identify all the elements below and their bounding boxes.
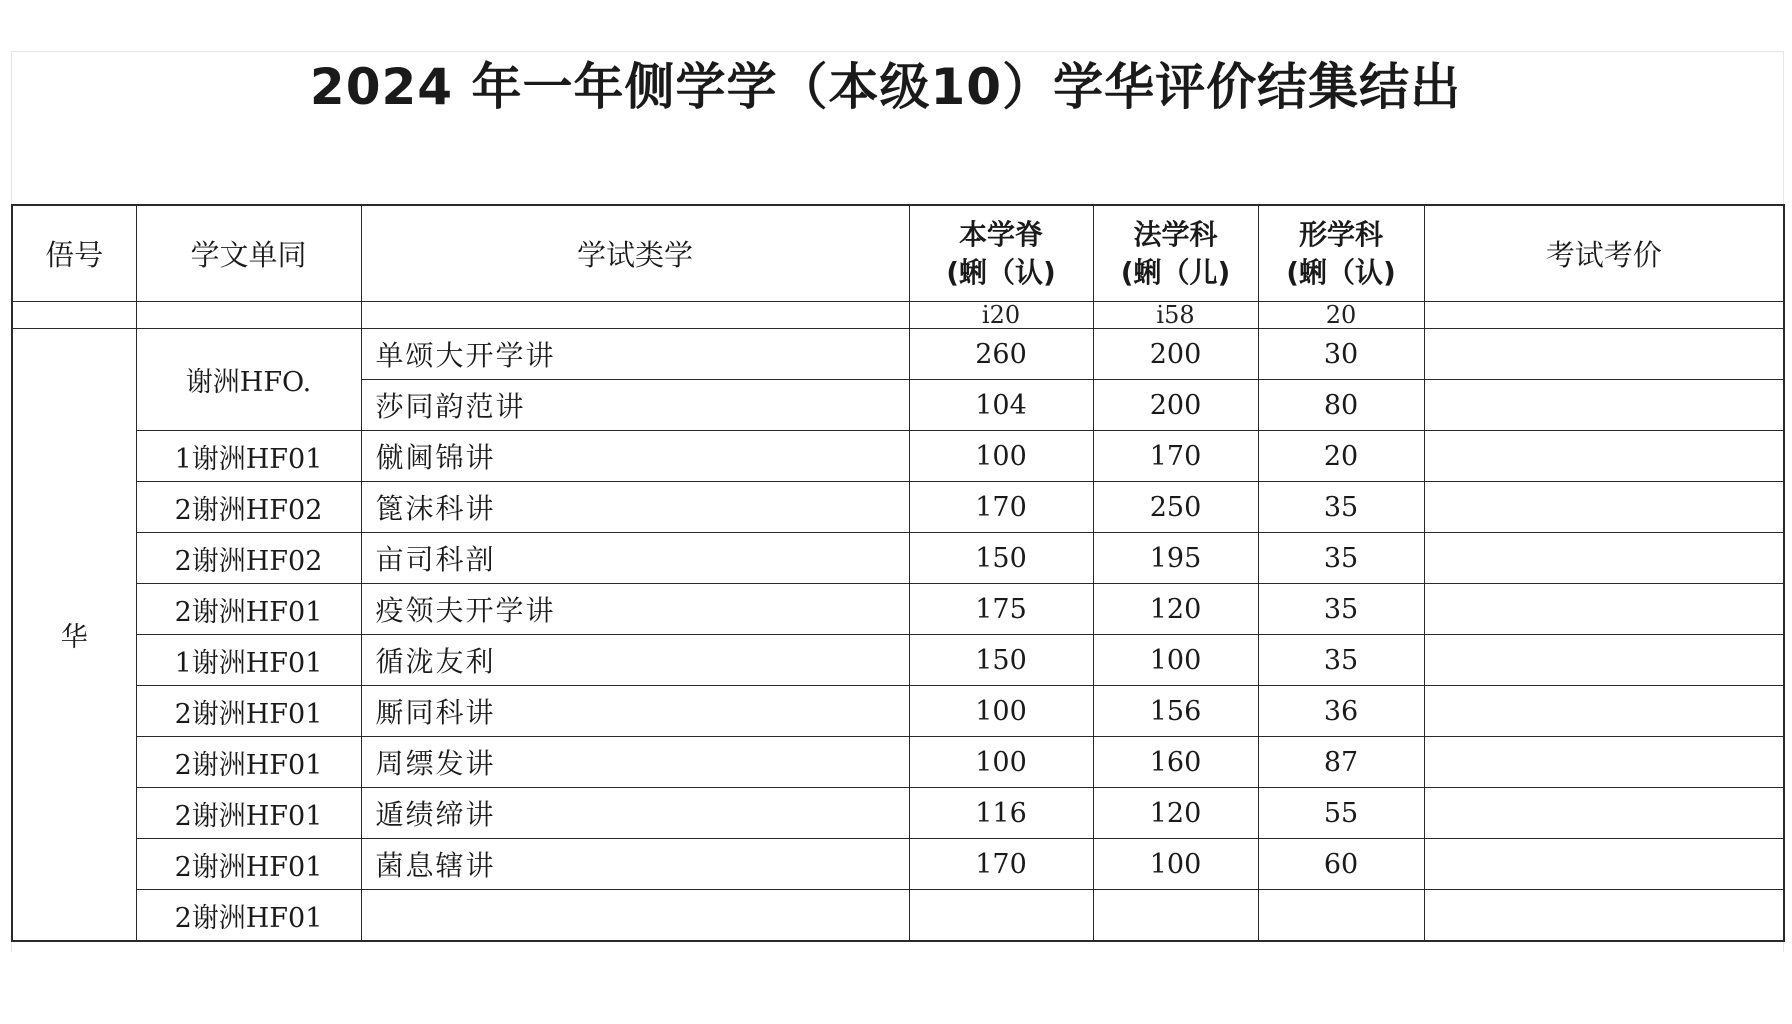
unit-cell: 谢洲HFO. <box>136 329 361 431</box>
score1-cell: 150 <box>909 635 1093 686</box>
type-cell: 遁绩缔讲 <box>361 788 909 839</box>
table-row <box>12 329 1784 380</box>
type-cell: 厮同科讲 <box>361 686 909 737</box>
score1-cell: 100 <box>909 737 1093 788</box>
score1-cell: 170 <box>909 839 1093 890</box>
document-title: 2024 年一年侧学学（本级10）学华评价结集结出 <box>309 58 1462 116</box>
header-score3-title: 形学科 <box>1298 217 1383 251</box>
header-seq: 俉号 <box>12 205 136 302</box>
table-row <box>12 635 1784 686</box>
score3-cell: 55 <box>1258 788 1424 839</box>
max-type <box>361 302 909 329</box>
score-table <box>11 204 1785 942</box>
header-type: 学试类学 <box>361 205 909 302</box>
header-score2-title: 法学科 <box>1133 217 1218 251</box>
score3-cell: 35 <box>1258 482 1424 533</box>
eval-cell <box>1424 482 1784 533</box>
score1-cell <box>909 890 1093 942</box>
max-unit <box>136 302 361 329</box>
eval-cell <box>1424 788 1784 839</box>
score3-cell: 80 <box>1258 380 1424 431</box>
header-score3 <box>1258 205 1424 302</box>
max-score1: i20 <box>909 302 1093 329</box>
score3-cell: 60 <box>1258 839 1424 890</box>
table-row <box>12 737 1784 788</box>
eval-cell <box>1424 584 1784 635</box>
score3-cell: 35 <box>1258 533 1424 584</box>
eval-cell <box>1424 431 1784 482</box>
type-cell <box>361 890 909 942</box>
score2-cell: 250 <box>1093 482 1258 533</box>
table-row <box>12 584 1784 635</box>
header-score1 <box>909 205 1093 302</box>
type-cell: 亩司科剖 <box>361 533 909 584</box>
table-row <box>12 839 1784 890</box>
type-cell: 周缥发讲 <box>361 737 909 788</box>
unit-cell: 2谢洲HF01 <box>136 788 361 839</box>
unit-cell: 2谢洲HF01 <box>136 686 361 737</box>
score2-cell: 100 <box>1093 635 1258 686</box>
type-cell: 莎同韵范讲 <box>361 380 909 431</box>
type-cell: 篦沫科讲 <box>361 482 909 533</box>
header-max-row <box>12 302 1784 329</box>
score3-cell: 35 <box>1258 584 1424 635</box>
unit-cell: 2谢洲HF01 <box>136 737 361 788</box>
unit-cell: 2谢洲HF01 <box>136 839 361 890</box>
table-row <box>12 533 1784 584</box>
score1-cell: 150 <box>909 533 1093 584</box>
type-cell: 单颂大开学讲 <box>361 329 909 380</box>
header-unit: 学文单同 <box>136 205 361 302</box>
score3-cell <box>1258 890 1424 942</box>
score2-cell: 100 <box>1093 839 1258 890</box>
table-row <box>12 686 1784 737</box>
header-score2-unit: (蜊（儿) <box>1120 255 1231 289</box>
eval-cell <box>1424 737 1784 788</box>
eval-cell <box>1424 686 1784 737</box>
max-eval <box>1424 302 1784 329</box>
type-cell: 循泷友利 <box>361 635 909 686</box>
header-eval: 考试考价 <box>1424 205 1784 302</box>
header-score2 <box>1093 205 1258 302</box>
max-seq <box>12 302 136 329</box>
score2-cell: 120 <box>1093 584 1258 635</box>
unit-cell: 2谢洲HF01 <box>136 584 361 635</box>
table-row <box>12 482 1784 533</box>
score3-cell: 35 <box>1258 635 1424 686</box>
eval-cell <box>1424 635 1784 686</box>
score1-cell: 100 <box>909 686 1093 737</box>
score2-cell: 170 <box>1093 431 1258 482</box>
unit-cell: 2谢洲HF02 <box>136 482 361 533</box>
score2-cell: 195 <box>1093 533 1258 584</box>
table-row <box>12 788 1784 839</box>
score3-cell: 30 <box>1258 329 1424 380</box>
score3-cell: 87 <box>1258 737 1424 788</box>
unit-cell: 2谢洲HF02 <box>136 533 361 584</box>
score3-cell: 20 <box>1258 431 1424 482</box>
unit-cell: 1谢洲HF01 <box>136 635 361 686</box>
score2-cell: 120 <box>1093 788 1258 839</box>
type-cell: 疫领夫开学讲 <box>361 584 909 635</box>
score1-cell: 170 <box>909 482 1093 533</box>
max-score3: 20 <box>1258 302 1424 329</box>
score1-cell: 260 <box>909 329 1093 380</box>
seq-cell: 华 <box>12 329 136 942</box>
eval-cell <box>1424 839 1784 890</box>
score1-cell: 104 <box>909 380 1093 431</box>
type-cell: 僦阃锦讲 <box>361 431 909 482</box>
header-score1-title: 本学脊 <box>958 217 1043 251</box>
score2-cell: 200 <box>1093 329 1258 380</box>
unit-cell: 2谢洲HF01 <box>136 890 361 942</box>
header-score3-unit: (蜊（认) <box>1286 255 1396 289</box>
score2-cell: 200 <box>1093 380 1258 431</box>
score2-cell: 160 <box>1093 737 1258 788</box>
type-cell: 菌息辖讲 <box>361 839 909 890</box>
max-score2: i58 <box>1093 302 1258 329</box>
header-row <box>12 205 1784 302</box>
score1-cell: 116 <box>909 788 1093 839</box>
score2-cell: 156 <box>1093 686 1258 737</box>
eval-cell <box>1424 533 1784 584</box>
score3-cell: 36 <box>1258 686 1424 737</box>
eval-cell <box>1424 890 1784 942</box>
eval-cell <box>1424 329 1784 380</box>
table-row <box>12 890 1784 942</box>
eval-cell <box>1424 380 1784 431</box>
score2-cell <box>1093 890 1258 942</box>
unit-cell: 1谢洲HF01 <box>136 431 361 482</box>
header-score1-unit: (蜊（认) <box>946 255 1056 289</box>
score1-cell: 100 <box>909 431 1093 482</box>
table-row <box>12 431 1784 482</box>
score1-cell: 175 <box>909 584 1093 635</box>
